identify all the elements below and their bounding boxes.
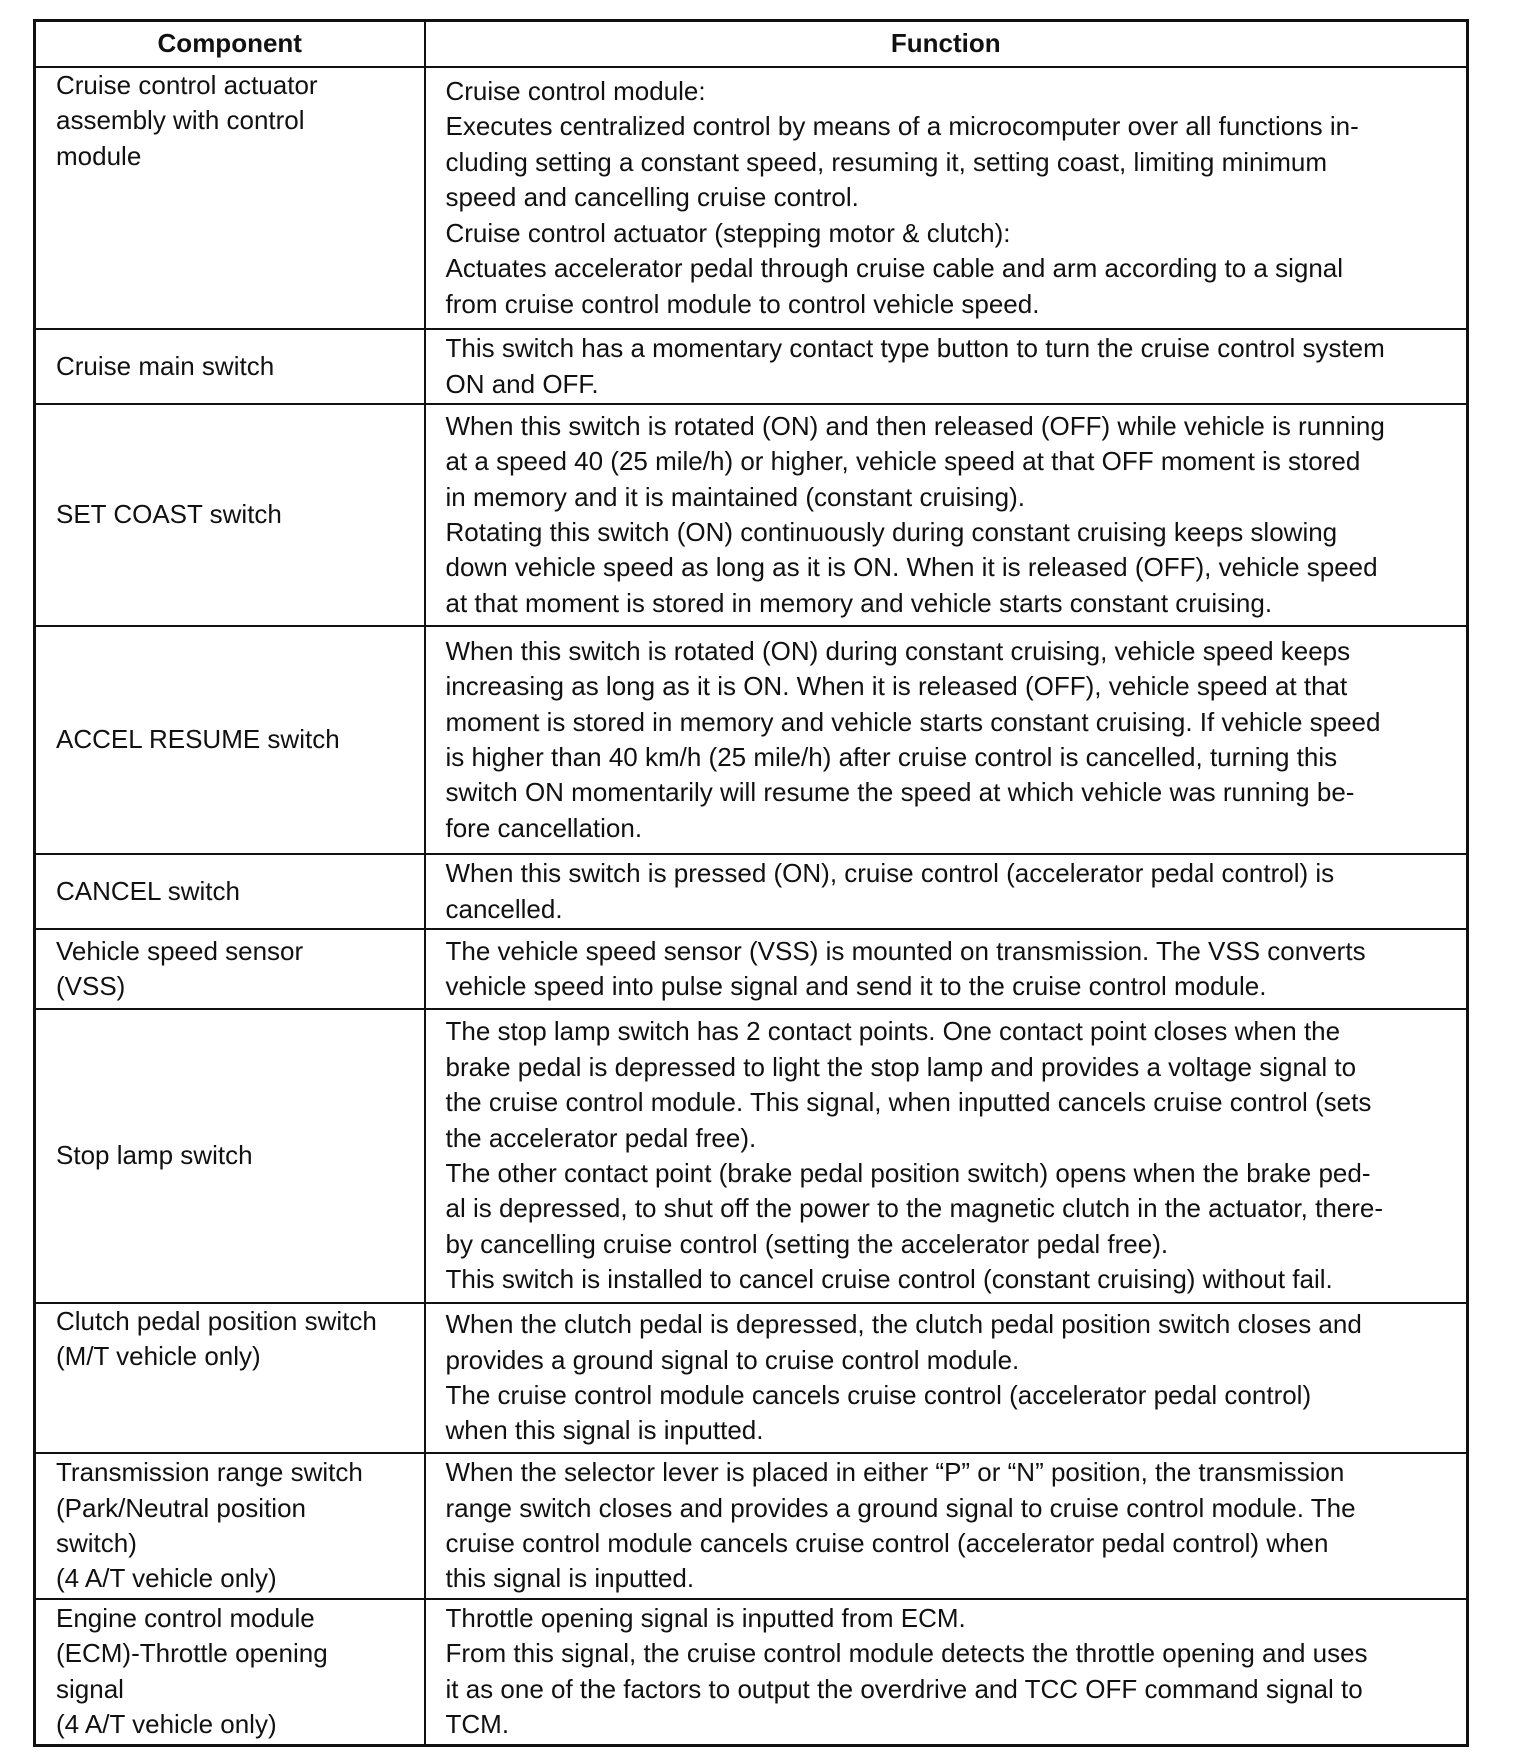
- function-text: the accelerator pedal free).: [445, 1122, 757, 1153]
- function-text: range switch closes and provides a ground signal to cruise control module. The: [445, 1492, 1356, 1523]
- table-row: [35, 626, 1468, 854]
- function-text: at a speed 40 (25 mile/h) or higher, vehicle speed at that OFF moment is stored: [445, 446, 1361, 477]
- function-text: Rotating this switch (ON) continuously during constant cruising keeps slowing: [445, 517, 1338, 547]
- function-text: in memory and it is maintained (constant cruising).: [445, 481, 1025, 512]
- component-text: Transmission range switch: [56, 1457, 363, 1488]
- component-text: Cruise control actuator: [56, 70, 318, 100]
- function-text: The vehicle speed sensor (VSS) is mounted on transmission. The VSS converts: [445, 935, 1366, 966]
- function-text: vehicle speed into pulse signal and send it to the cruise control module.: [445, 971, 1267, 1001]
- component-cell: [35, 67, 425, 329]
- function-text: when this signal is inputted.: [445, 1415, 764, 1446]
- component-cell: [35, 854, 425, 929]
- function-text: The other contact point (brake pedal position switch) opens when the brake ped-: [445, 1158, 1371, 1188]
- function-text: When the selector lever is placed in either “P” or “N” position, the transmission: [445, 1457, 1345, 1488]
- function-text: The stop lamp switch has 2 contact points. One contact point closes when the: [445, 1016, 1341, 1047]
- table-row: [35, 1599, 1468, 1745]
- function-text: from cruise control module to control vehicle speed.: [445, 288, 1040, 319]
- function-text: This switch has a momentary contact type button to turn the cruise control system: [445, 333, 1385, 364]
- function-text: Cruise control module:: [445, 76, 706, 107]
- function-cell: [425, 1009, 1468, 1303]
- component-text: Cruise main switch: [56, 350, 275, 381]
- function-text: increasing as long as it is ON. When it is released (OFF), vehicle speed at that: [445, 671, 1348, 702]
- table-body: [35, 67, 1468, 1745]
- component-text: (Park/Neutral position: [56, 1492, 306, 1523]
- function-text: Throttle opening signal is inputted from ECM.: [445, 1602, 966, 1633]
- table-row: [35, 1303, 1468, 1453]
- component-text: Stop lamp switch: [56, 1140, 253, 1171]
- component-cell: [35, 929, 425, 1009]
- table-row: [35, 1453, 1468, 1599]
- component-text: signal: [56, 1673, 124, 1704]
- component-cell: [35, 1599, 425, 1745]
- function-text: cruise control module cancels cruise control (accelerator pedal control) when: [445, 1528, 1329, 1558]
- table-row: [35, 1009, 1468, 1303]
- function-cell: [425, 329, 1468, 404]
- component-text: ACCEL RESUME switch: [56, 724, 340, 755]
- function-cell: [425, 854, 1468, 929]
- function-text: brake pedal is depressed to light the stop lamp and provides a voltage signal to: [445, 1051, 1357, 1082]
- function-text: Executes centralized control by means of a microcomputer over all functions in-: [445, 111, 1359, 142]
- function-text: Cruise control actuator (stepping motor & clutch):: [445, 217, 1011, 248]
- table-row: [35, 854, 1468, 929]
- function-text: Actuates accelerator pedal through cruise cable and arm according to a signal: [445, 253, 1344, 284]
- function-cell: [425, 626, 1468, 854]
- header-function: Function: [425, 21, 1468, 68]
- table-row: [35, 929, 1468, 1009]
- function-cell: [425, 404, 1468, 626]
- component-cell: [35, 1303, 425, 1453]
- function-text: This switch is installed to cancel cruise control (constant cruising) without fail.: [445, 1264, 1333, 1295]
- function-text: When this switch is rotated (ON) and then released (OFF) while vehicle is running: [445, 410, 1385, 441]
- function-cell: [425, 1303, 1468, 1453]
- function-text: cancelled.: [445, 893, 563, 924]
- component-cell: [35, 404, 425, 626]
- function-text: fore cancellation.: [445, 812, 643, 843]
- function-text: From this signal, the cruise control module detects the throttle opening and uses: [445, 1638, 1368, 1669]
- function-text: al is depressed, to shut off the power to the magnetic clutch in the actuator, there-: [445, 1193, 1384, 1224]
- function-text: is higher than 40 km/h (25 mile/h) after cruise control is cancelled, turning this: [445, 742, 1338, 772]
- component-text: Clutch pedal position switch: [56, 1306, 377, 1336]
- function-cell: [425, 1453, 1468, 1599]
- function-cell: [425, 929, 1468, 1009]
- component-text: CANCEL switch: [56, 875, 240, 906]
- function-text: provides a ground signal to cruise control module.: [445, 1344, 1020, 1375]
- component-text: (ECM)-Throttle opening: [56, 1638, 328, 1669]
- component-text: switch): [56, 1528, 137, 1558]
- component-text: (4 A/T vehicle only): [56, 1709, 277, 1740]
- component-text: assembly with control: [56, 105, 305, 136]
- function-text: switch ON momentarily will resume the speed at which vehicle was running be-: [445, 777, 1355, 808]
- function-text: speed and cancelling cruise control.: [445, 182, 859, 213]
- component-cell: [35, 1009, 425, 1303]
- function-cell: [425, 1599, 1468, 1745]
- function-text: at that moment is stored in memory and vehicle starts constant cruising.: [445, 587, 1273, 618]
- header-component: Component: [35, 21, 425, 68]
- function-text: this signal is inputted.: [445, 1563, 695, 1594]
- component-text: (M/T vehicle only): [56, 1341, 261, 1372]
- component-cell: [35, 626, 425, 854]
- function-text: TCM.: [445, 1709, 510, 1740]
- function-text: The cruise control module cancels cruise control (accelerator pedal control): [445, 1380, 1312, 1410]
- table-row: [35, 329, 1468, 404]
- component-cell: [35, 329, 425, 404]
- component-text: Vehicle speed sensor: [56, 935, 304, 966]
- function-text: When the clutch pedal is depressed, the clutch pedal position switch closes and: [445, 1309, 1362, 1340]
- function-text: down vehicle speed as long as it is ON. When it is released (OFF), vehicle speed: [445, 552, 1378, 583]
- function-text: cluding setting a constant speed, resuming it, setting coast, limiting minimum: [445, 146, 1328, 177]
- component-text: SET COAST switch: [56, 499, 282, 530]
- function-text: moment is stored in memory and vehicle starts constant cruising. If vehicle speed: [445, 706, 1381, 737]
- table-row: [35, 404, 1468, 626]
- component-text: (4 A/T vehicle only): [56, 1563, 277, 1594]
- function-text: When this switch is pressed (ON), cruise control (accelerator pedal control) is: [445, 858, 1335, 889]
- function-text: ON and OFF.: [445, 368, 599, 399]
- function-text: When this switch is rotated (ON) during constant cruising, vehicle speed keeps: [445, 635, 1351, 666]
- component-text: Engine control module: [56, 1602, 315, 1633]
- component-cell: [35, 1453, 425, 1599]
- component-function-table: [33, 19, 1469, 1747]
- header-row: [35, 21, 1468, 68]
- component-text: module: [56, 140, 142, 171]
- function-cell: [425, 67, 1468, 329]
- function-text: it as one of the factors to output the overdrive and TCC OFF command signal to: [445, 1673, 1363, 1704]
- function-text: by cancelling cruise control (setting the accelerator pedal free).: [445, 1228, 1169, 1259]
- component-text: (VSS): [56, 971, 126, 1001]
- table-row: [35, 67, 1468, 329]
- function-text: the cruise control module. This signal, when inputted cancels cruise control (sets: [445, 1087, 1372, 1118]
